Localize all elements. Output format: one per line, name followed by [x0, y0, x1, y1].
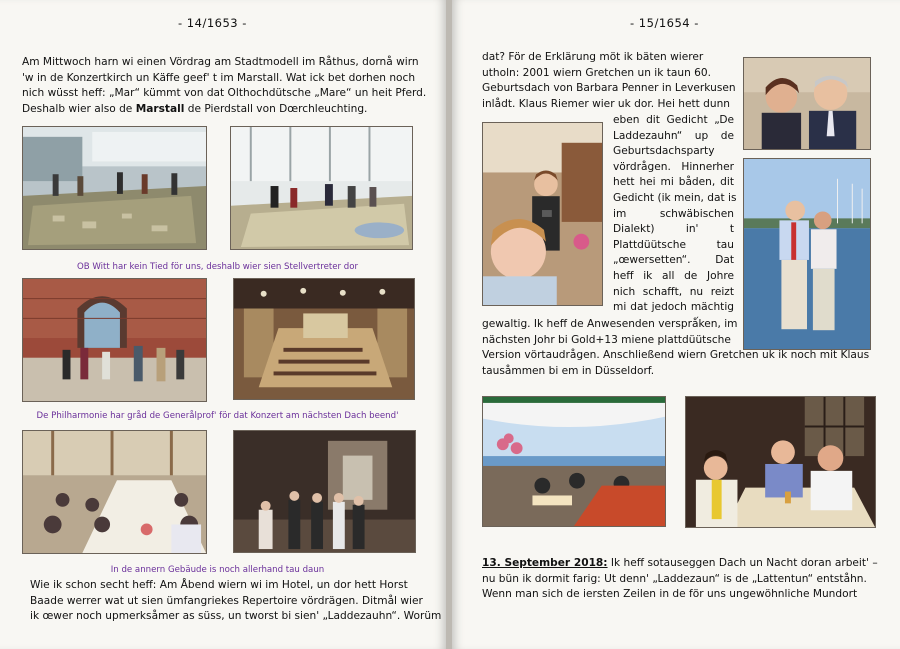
text-line: inlådt. Klaus Riemer wier uk dor. Hei hett dunn	[482, 97, 731, 110]
text-line: Wie ik schon secht heff: Am Åbend wiern wi im Hotel, un dor hett Horst	[30, 579, 408, 591]
text-line: Geburtsdach von Barbara Penner in Leverkusen	[482, 82, 736, 95]
text-line: gewaltig. Ik heff de Anwesenden versprǻken, im	[482, 318, 738, 330]
text-line: mi dat jedoch mächtig	[613, 301, 734, 314]
text-line: vördrågen. Hinnerher	[613, 160, 734, 173]
left-outro-paragraph	[30, 578, 442, 625]
text-line: „œwersetten“. Dat	[613, 254, 734, 267]
date-heading: 13. September 2018:	[482, 557, 608, 569]
text-line: Plattdüütsche tau	[613, 238, 734, 251]
page-number-right: - 15/1654 -	[630, 16, 699, 30]
caption-other-buildings: In de annern Gebäude is noch allerhand tau daun	[110, 565, 325, 575]
text-line: nich schafft, nu reizt	[613, 285, 734, 298]
town-hall-model-photo	[230, 126, 413, 250]
concert-church-courtyard-photo	[22, 278, 207, 402]
text-line: Am Mittwoch harn wi einen Vördrag am Stadtmodell im Råthus, dornå wirn	[22, 56, 419, 68]
text-line: utholn: 2001 wiern Gretchen un ik taun 60.	[482, 66, 712, 79]
text-line	[22, 102, 422, 118]
text-line: tausåmmen bi em in Düsseldorf.	[482, 364, 655, 377]
text-line: Baade werrer wat ut sien ümfangriekes Repertoire vördrägen. Ditmål wier	[30, 594, 423, 607]
building-hall-group-photo	[233, 430, 416, 553]
text-line: Geburtsdachsparty	[613, 145, 715, 158]
text-line: heff ik all de Johre	[613, 269, 734, 282]
right-top-paragraph	[482, 50, 736, 112]
caption-philharmonie: De Philharmonie har gråd de Generålprof' för dat Konzert am nächsten Dach beend'	[36, 411, 399, 421]
left-page	[0, 0, 446, 649]
left-intro-paragraph	[22, 55, 427, 117]
text-line: Version vörtaudrågen. Anschließend wiern Gretchen uk ik noch mit Klaus	[482, 349, 870, 362]
text-line: Laddezauhn“ up de	[613, 129, 734, 142]
marstall-bold: Marstall	[135, 102, 185, 115]
right-final-paragraph	[482, 556, 882, 603]
text-line: nu bün ik dormit farig: Ut denn' „Laddezaun“ is de „Lattentun“ entståhn.	[482, 572, 867, 585]
page-number-left: - 14/1653 -	[178, 16, 247, 30]
text-line: eben dit Gedicht „De	[613, 114, 734, 126]
text-line: hett hei mi båden, dit	[613, 176, 734, 189]
caption-city-model: OB Witt har kein Tied för uns, deshalb wier sien Stellvertreter dor	[76, 262, 359, 272]
text-line: ik œwer noch upmerksåmer as süss, un tworst bi sien' „Laddezauhn“. Worüm	[30, 610, 442, 623]
text-line: nich wüsst heff: „Mar“ kümmt von dat Olthochdütsche „Mare“ un heit Pferd.	[22, 87, 427, 100]
text-line: Gedicht (ik mein, dat is	[613, 191, 737, 204]
text-line: 'w in de Konzertkirch un Käffe geef' t im Marstall. Wat ick bet dorhen noch	[22, 71, 416, 84]
lakeside-terrace-photo	[482, 396, 666, 527]
text-line: dat? För de Erklärung möt ik bäten wierer	[482, 51, 704, 63]
text-line: Dialekt) in' t	[613, 223, 734, 236]
text-fragment: Ik heff sotauseggen Dach un Nacht doran arbeit' –	[607, 557, 878, 569]
text-line	[482, 556, 882, 572]
right-bottom-paragraph	[482, 317, 872, 379]
text-fragment: Deshalb wier also de	[22, 102, 136, 115]
city-model-room-photo	[22, 126, 207, 250]
right-narrow-paragraph	[613, 113, 737, 316]
philharmonie-hall-photo	[233, 278, 415, 400]
text-fragment: de Pierdstall von Dœrchleuchting.	[184, 102, 368, 115]
text-line: nächsten Johr bi Gold+13 miene plattdüütsche	[482, 333, 731, 346]
woman-with-camera-photo	[482, 122, 603, 306]
pub-table-photo	[685, 396, 876, 528]
marstall-cafe-photo	[22, 430, 207, 554]
right-page	[452, 0, 900, 649]
text-line: im schwäbischen	[613, 207, 734, 220]
text-line: Wenn man sich de iersten Zeilen in de för uns ungewöhnliche Mundort	[482, 588, 858, 601]
couple-portrait-photo	[743, 57, 871, 150]
